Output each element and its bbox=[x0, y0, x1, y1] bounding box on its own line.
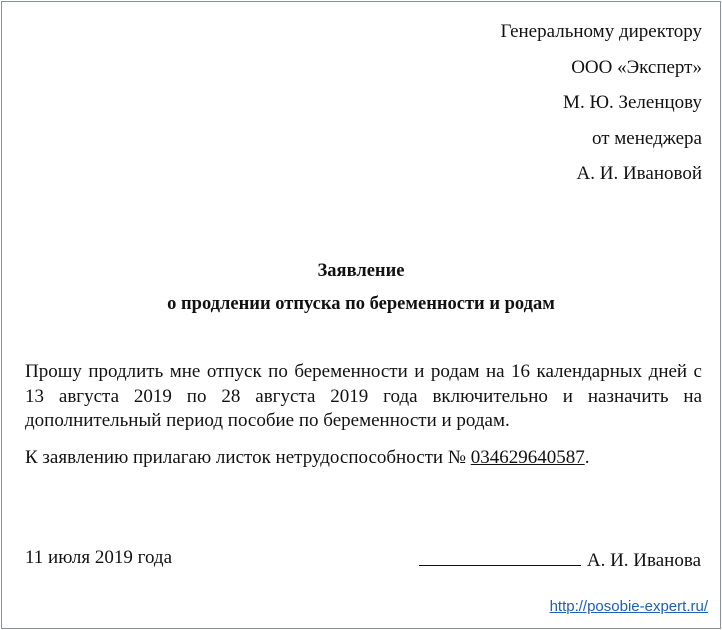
addressee-company: ООО «Эксперт» bbox=[571, 56, 702, 78]
document-subtitle: о продлении отпуска по беременности и родам bbox=[167, 294, 555, 314]
signature-block bbox=[419, 547, 701, 572]
attachment-text: К заявлению прилагаю листок нетрудоспособности № bbox=[25, 446, 471, 468]
attachment-period: . bbox=[584, 446, 590, 468]
sender-name: А. И. Ивановой bbox=[576, 163, 702, 184]
document-date: 11 июля 2019 года bbox=[25, 547, 173, 568]
document-body bbox=[25, 360, 702, 470]
signature-line bbox=[419, 547, 581, 566]
source-link[interactable]: http://posobie-expert.ru/ bbox=[549, 598, 708, 615]
addressee-name: М. Ю. Зеленцову bbox=[563, 92, 702, 113]
body-paragraph-attachment bbox=[25, 446, 702, 471]
document-title: Заявление bbox=[317, 261, 405, 281]
addressee-position: Генеральному директору bbox=[500, 21, 702, 42]
body-paragraph-request: Прошу продлить мне отпуск по беременности и родам на 16 календарных дней с 13 августа 2019 по 28 августа 2019 года включительно и назначить на дополнительный период пособие по беременности и родам. bbox=[25, 361, 702, 431]
signature-name: А. И. Иванова bbox=[586, 550, 701, 571]
addressee-block bbox=[501, 14, 702, 192]
certificate-number: 034629640587 bbox=[470, 446, 585, 468]
sender-position: от менеджера bbox=[591, 127, 702, 149]
document-frame bbox=[1, 1, 721, 629]
